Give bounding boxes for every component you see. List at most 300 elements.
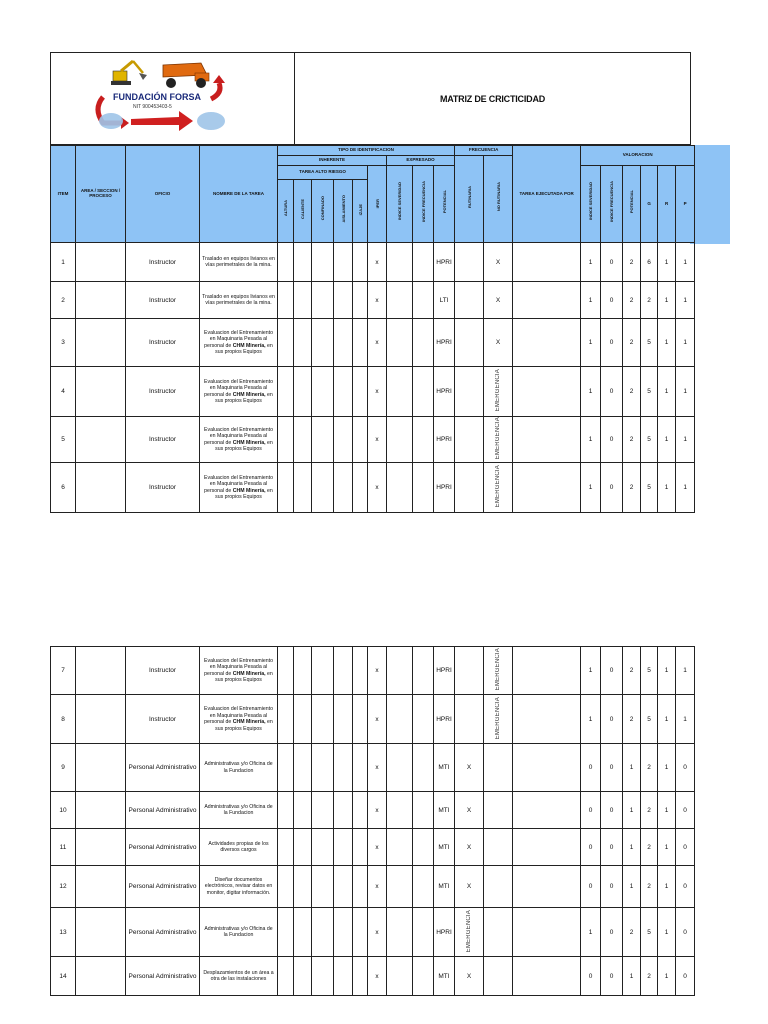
- row-area: [76, 647, 126, 695]
- row-potencial: MTI: [434, 957, 455, 996]
- col-frecuencia: FRECUENCIA: [455, 146, 513, 156]
- page-title: MATRIZ DE CRICTICIDAD: [295, 53, 691, 145]
- row-area: [76, 282, 126, 319]
- row-indice-severidad: [387, 957, 413, 996]
- row-no-rutinaria: [484, 367, 513, 417]
- col-indice-frecuencia: INDICE FRECUENCIA: [413, 166, 434, 243]
- valoracion-extension: [690, 145, 730, 244]
- row-oficio: Instructor: [126, 463, 200, 513]
- col-item: ITEM: [51, 146, 76, 243]
- row-ejecutada-por: [513, 866, 581, 908]
- row-tarea: Desplazamientos de un área a otra de las instalaciones: [200, 957, 278, 996]
- row-rutinaria: X: [455, 792, 484, 829]
- row-valoracion-1: 0: [601, 866, 623, 908]
- row-valoracion-0: 0: [581, 792, 601, 829]
- row-valoracion-3: 5: [641, 417, 658, 463]
- row-item: 11: [51, 829, 76, 866]
- row-indice-frecuencia: [413, 866, 434, 908]
- table-row: [51, 319, 695, 367]
- row-no-rutinaria: [484, 957, 513, 996]
- row-tarea: [200, 319, 278, 367]
- row-no-rutinaria: [484, 463, 513, 513]
- row-rutinaria: [455, 282, 484, 319]
- col-tipo: TIPO DE IDENTIFICACION: [278, 146, 455, 156]
- row-alto-riesgo-cell: [294, 829, 312, 866]
- row-alto-riesgo-cell: [353, 695, 368, 744]
- row-ejecutada-por: [513, 647, 581, 695]
- row-alto-riesgo-cell: [353, 647, 368, 695]
- row-item: 8: [51, 695, 76, 744]
- table-row: [51, 744, 695, 792]
- row-alto-riesgo-cell: [294, 647, 312, 695]
- table-row: [51, 908, 695, 957]
- row-indice-severidad: [387, 243, 413, 282]
- row-tarea: Administrativas y/o Oficina de la Fundacion: [200, 744, 278, 792]
- row-valoracion-4: 1: [658, 957, 676, 996]
- row-alto-riesgo-cell: [312, 829, 334, 866]
- row-valoracion-1: 0: [601, 695, 623, 744]
- row-area: [76, 463, 126, 513]
- row-valoracion-5: 1: [676, 367, 695, 417]
- tarea-pre: Evaluacion del Entrenamiento en Maquinaria Pesada al personal de: [204, 706, 273, 725]
- row-iper: x: [368, 647, 387, 695]
- row-item: 10: [51, 792, 76, 829]
- row-valoracion-1: 0: [601, 417, 623, 463]
- row-valoracion-2: 2: [623, 417, 641, 463]
- col-confinado: CONFINADO: [312, 180, 334, 243]
- tarea-pre: Evaluacion del Entrenamiento en Maquinaria Pesada al personal de: [204, 426, 273, 446]
- row-tarea: [200, 463, 278, 513]
- row-indice-severidad: [387, 792, 413, 829]
- row-alto-riesgo-cell: [353, 367, 368, 417]
- row-iper: x: [368, 866, 387, 908]
- row-valoracion-2: 2: [623, 463, 641, 513]
- table-row: [51, 792, 695, 829]
- row-alto-riesgo-cell: [294, 792, 312, 829]
- no-rutinaria-value: EMERGENCIA: [495, 465, 502, 508]
- row-valoracion-0: 0: [581, 829, 601, 866]
- row-no-rutinaria: [484, 647, 513, 695]
- row-alto-riesgo-cell: [353, 243, 368, 282]
- logo-name: FUNDACIÓN FORSA: [113, 92, 201, 102]
- row-valoracion-0: 1: [581, 647, 601, 695]
- row-potencial: MTI: [434, 829, 455, 866]
- row-indice-severidad: [387, 744, 413, 792]
- row-alto-riesgo-cell: [353, 792, 368, 829]
- row-ejecutada-por: [513, 417, 581, 463]
- row-tarea: Traslado en equipos livianos en vías perimetrales de la mina.: [200, 282, 278, 319]
- table-row: [51, 866, 695, 908]
- row-alto-riesgo-cell: [312, 792, 334, 829]
- row-potencial: HPRI: [434, 243, 455, 282]
- row-valoracion-4: 1: [658, 463, 676, 513]
- logo-nit: NIT 900453403-5: [133, 104, 172, 110]
- row-valoracion-2: 1: [623, 829, 641, 866]
- row-alto-riesgo-cell: [312, 908, 334, 957]
- row-iper: x: [368, 792, 387, 829]
- row-rutinaria: [455, 463, 484, 513]
- row-oficio: Personal Administrativo: [126, 866, 200, 908]
- row-alto-riesgo-cell: [294, 463, 312, 513]
- row-oficio: Instructor: [126, 367, 200, 417]
- row-valoracion-5: 1: [676, 647, 695, 695]
- row-valoracion-3: 2: [641, 792, 658, 829]
- row-indice-frecuencia: [413, 957, 434, 996]
- tarea-bold: CHM Minería,: [232, 719, 266, 725]
- excavator-icon: [111, 61, 147, 85]
- row-alto-riesgo-cell: [334, 695, 353, 744]
- row-alto-riesgo-cell: [294, 243, 312, 282]
- tarea-post: en sus propios Equipos: [215, 391, 273, 404]
- row-valoracion-5: 0: [676, 866, 695, 908]
- row-alto-riesgo-cell: [294, 957, 312, 996]
- row-alto-riesgo-cell: [294, 695, 312, 744]
- row-alto-riesgo-cell: [312, 866, 334, 908]
- no-rutinaria-value: EMERGENCIA: [495, 417, 502, 460]
- row-valoracion-5: 1: [676, 319, 695, 367]
- row-rutinaria: X: [455, 829, 484, 866]
- row-valoracion-3: 2: [641, 282, 658, 319]
- row-alto-riesgo-cell: [278, 282, 294, 319]
- col-altura: ALTURA: [278, 180, 294, 243]
- row-iper: x: [368, 744, 387, 792]
- dump-truck-icon: [163, 63, 209, 88]
- row-indice-severidad: [387, 417, 413, 463]
- row-tarea: [200, 417, 278, 463]
- col-v-severidad: INDICE SEVERIDAD: [581, 166, 601, 243]
- row-alto-riesgo-cell: [353, 866, 368, 908]
- row-valoracion-4: 1: [658, 744, 676, 792]
- row-iper: x: [368, 417, 387, 463]
- col-indice-severidad: INDICE SEVERIDAD: [387, 166, 413, 243]
- row-potencial: HPRI: [434, 695, 455, 744]
- row-valoracion-2: 2: [623, 908, 641, 957]
- row-alto-riesgo-cell: [353, 282, 368, 319]
- row-tarea: [200, 367, 278, 417]
- row-iper: x: [368, 243, 387, 282]
- row-potencial: MTI: [434, 792, 455, 829]
- tarea-post: en sus propios Equipos: [215, 342, 273, 355]
- row-alto-riesgo-cell: [353, 957, 368, 996]
- row-alto-riesgo-cell: [334, 829, 353, 866]
- row-valoracion-4: 1: [658, 243, 676, 282]
- row-alto-riesgo-cell: [278, 417, 294, 463]
- row-indice-frecuencia: [413, 282, 434, 319]
- row-no-rutinaria: [484, 792, 513, 829]
- row-valoracion-5: 1: [676, 695, 695, 744]
- row-valoracion-1: 0: [601, 908, 623, 957]
- row-valoracion-1: 0: [601, 957, 623, 996]
- tarea-post: en sus propios Equipos: [215, 719, 273, 732]
- table-row: [51, 957, 695, 996]
- row-ejecutada-por: [513, 792, 581, 829]
- table-body-2: [51, 647, 695, 996]
- row-alto-riesgo-cell: [353, 908, 368, 957]
- col-v-potencial: POTENCIAL: [623, 166, 641, 243]
- row-potencial: MTI: [434, 866, 455, 908]
- row-alto-riesgo-cell: [294, 744, 312, 792]
- row-item: 7: [51, 647, 76, 695]
- row-valoracion-4: 1: [658, 695, 676, 744]
- row-alto-riesgo-cell: [294, 417, 312, 463]
- row-potencial: HPRI: [434, 367, 455, 417]
- row-no-rutinaria: [484, 829, 513, 866]
- col-oficio: OFICIO: [126, 146, 200, 243]
- row-rutinaria: [455, 243, 484, 282]
- row-valoracion-0: 1: [581, 282, 601, 319]
- row-valoracion-1: 0: [601, 243, 623, 282]
- row-alto-riesgo-cell: [294, 866, 312, 908]
- row-iper: x: [368, 695, 387, 744]
- row-ejecutada-por: [513, 744, 581, 792]
- row-tarea: [200, 647, 278, 695]
- row-valoracion-5: 1: [676, 243, 695, 282]
- row-ejecutada-por: [513, 282, 581, 319]
- row-tarea: Traslado en equipos livianos en vías perimetrales de la mina.: [200, 243, 278, 282]
- row-no-rutinaria: [484, 744, 513, 792]
- tarea-bold: CHM Minería,: [232, 439, 266, 446]
- row-rutinaria: [455, 695, 484, 744]
- row-potencial: HPRI: [434, 417, 455, 463]
- table-row: [51, 417, 695, 463]
- row-valoracion-0: 1: [581, 463, 601, 513]
- row-alto-riesgo-cell: [353, 829, 368, 866]
- row-iper: x: [368, 367, 387, 417]
- row-valoracion-2: 2: [623, 282, 641, 319]
- row-area: [76, 792, 126, 829]
- row-valoracion-5: 0: [676, 792, 695, 829]
- row-alto-riesgo-cell: [278, 744, 294, 792]
- row-area: [76, 695, 126, 744]
- row-alto-riesgo-cell: [312, 282, 334, 319]
- row-valoracion-4: 1: [658, 417, 676, 463]
- row-valoracion-1: 0: [601, 792, 623, 829]
- row-no-rutinaria: X: [484, 243, 513, 282]
- row-valoracion-1: 0: [601, 367, 623, 417]
- row-indice-frecuencia: [413, 744, 434, 792]
- row-area: [76, 744, 126, 792]
- row-valoracion-3: 2: [641, 829, 658, 866]
- row-oficio: Personal Administrativo: [126, 792, 200, 829]
- row-indice-severidad: [387, 866, 413, 908]
- row-valoracion-1: 0: [601, 829, 623, 866]
- row-alto-riesgo-cell: [278, 463, 294, 513]
- row-no-rutinaria: [484, 695, 513, 744]
- row-alto-riesgo-cell: [312, 744, 334, 792]
- row-alto-riesgo-cell: [278, 647, 294, 695]
- row-iper: x: [368, 908, 387, 957]
- row-valoracion-3: 5: [641, 319, 658, 367]
- row-potencial: HPRI: [434, 908, 455, 957]
- row-valoracion-3: 6: [641, 243, 658, 282]
- row-rutinaria: [455, 908, 484, 957]
- row-alto-riesgo-cell: [353, 319, 368, 367]
- tarea-pre: Evaluacion del Entrenamiento en Maquinaria Pesada al personal de: [204, 474, 273, 494]
- table-row: [51, 647, 695, 695]
- row-valoracion-4: 1: [658, 908, 676, 957]
- row-alto-riesgo-cell: [334, 367, 353, 417]
- row-alto-riesgo-cell: [278, 957, 294, 996]
- row-alto-riesgo-cell: [334, 957, 353, 996]
- row-iper: x: [368, 319, 387, 367]
- row-oficio: Personal Administrativo: [126, 829, 200, 866]
- row-item: 9: [51, 744, 76, 792]
- row-valoracion-5: 0: [676, 908, 695, 957]
- criticality-matrix-table-1: [50, 145, 695, 513]
- row-item: 13: [51, 908, 76, 957]
- row-item: 14: [51, 957, 76, 996]
- col-ejecutada: TAREA EJECUTADA POR: [513, 146, 581, 243]
- row-iper: x: [368, 282, 387, 319]
- col-g: G: [641, 166, 658, 243]
- row-valoracion-5: 0: [676, 744, 695, 792]
- row-alto-riesgo-cell: [278, 319, 294, 367]
- row-valoracion-4: 1: [658, 367, 676, 417]
- row-valoracion-1: 0: [601, 744, 623, 792]
- no-rutinaria-value: EMERGENCIA: [495, 696, 501, 740]
- row-oficio: Personal Administrativo: [126, 744, 200, 792]
- row-valoracion-2: 1: [623, 744, 641, 792]
- col-rutinaria: RUTINARIA: [455, 156, 484, 243]
- row-alto-riesgo-cell: [312, 695, 334, 744]
- col-inherente: INHERENTE: [278, 156, 387, 166]
- col-caliente: CALIENTE: [294, 180, 312, 243]
- row-oficio: Instructor: [126, 417, 200, 463]
- row-alto-riesgo-cell: [334, 792, 353, 829]
- criticality-matrix-table-2: [50, 646, 695, 996]
- row-alto-riesgo-cell: [312, 319, 334, 367]
- row-alto-riesgo-cell: [334, 908, 353, 957]
- row-alto-riesgo-cell: [294, 282, 312, 319]
- row-tarea: Administrativas y/o Oficina de la Fundacion: [200, 792, 278, 829]
- rutinaria-value: EMERGENCIA: [466, 909, 472, 953]
- row-area: [76, 243, 126, 282]
- tarea-bold: CHM Minería,: [232, 487, 266, 494]
- row-area: [76, 367, 126, 417]
- tarea-pre: Evaluacion del Entrenamiento en Maquinaria Pesada al personal de: [204, 657, 273, 677]
- row-potencial: MTI: [434, 744, 455, 792]
- col-izaje: IZAJE: [353, 180, 368, 243]
- row-alto-riesgo-cell: [353, 417, 368, 463]
- row-valoracion-3: 2: [641, 744, 658, 792]
- row-rutinaria: [455, 647, 484, 695]
- row-valoracion-0: 1: [581, 243, 601, 282]
- row-oficio: Instructor: [126, 243, 200, 282]
- row-item: 2: [51, 282, 76, 319]
- col-no-rutinaria: NO RUTINARIA: [484, 156, 513, 243]
- row-valoracion-4: 1: [658, 792, 676, 829]
- table-row: [51, 282, 695, 319]
- row-alto-riesgo-cell: [294, 319, 312, 367]
- row-valoracion-3: 2: [641, 957, 658, 996]
- row-valoracion-4: 1: [658, 866, 676, 908]
- row-rutinaria: [455, 417, 484, 463]
- row-alto-riesgo-cell: [278, 367, 294, 417]
- row-alto-riesgo-cell: [278, 908, 294, 957]
- row-valoracion-0: 0: [581, 957, 601, 996]
- row-valoracion-1: 0: [601, 319, 623, 367]
- tarea-post: en sus propios Equipos: [215, 487, 273, 500]
- row-indice-severidad: [387, 282, 413, 319]
- row-ejecutada-por: [513, 367, 581, 417]
- row-indice-frecuencia: [413, 417, 434, 463]
- tarea-bold: CHM Minería,: [232, 670, 266, 677]
- col-iper: IPER: [368, 166, 387, 243]
- row-indice-severidad: [387, 908, 413, 957]
- tarea-pre: Evaluacion del Entrenamiento en Maquinaria Pesada al personal de: [204, 329, 273, 349]
- col-aislamiento: AISLAMIENTO: [334, 180, 353, 243]
- row-valoracion-5: 1: [676, 282, 695, 319]
- row-valoracion-2: 2: [623, 367, 641, 417]
- row-iper: x: [368, 829, 387, 866]
- tarea-bold: CHM Minería,: [232, 391, 266, 398]
- row-item: 5: [51, 417, 76, 463]
- col-r: R: [658, 166, 676, 243]
- row-alto-riesgo-cell: [334, 744, 353, 792]
- row-valoracion-2: 1: [623, 792, 641, 829]
- no-rutinaria-value: EMERGENCIA: [495, 369, 502, 412]
- row-alto-riesgo-cell: [294, 908, 312, 957]
- col-tarea-alto-riesgo: TAREA ALTO RIESGO: [278, 166, 368, 180]
- row-alto-riesgo-cell: [312, 957, 334, 996]
- row-alto-riesgo-cell: [312, 647, 334, 695]
- row-valoracion-3: 5: [641, 463, 658, 513]
- row-alto-riesgo-cell: [334, 866, 353, 908]
- table-body-1: [51, 243, 695, 513]
- row-area: [76, 417, 126, 463]
- row-rutinaria: X: [455, 866, 484, 908]
- row-valoracion-1: 0: [601, 463, 623, 513]
- row-alto-riesgo-cell: [312, 463, 334, 513]
- row-valoracion-2: 2: [623, 695, 641, 744]
- row-rutinaria: [455, 367, 484, 417]
- tarea-bold: CHM Minería,: [232, 342, 266, 349]
- row-indice-severidad: [387, 647, 413, 695]
- row-no-rutinaria: [484, 417, 513, 463]
- row-oficio: Instructor: [126, 695, 200, 744]
- row-valoracion-0: 1: [581, 319, 601, 367]
- tarea-pre: Evaluacion del Entrenamiento en Maquinaria Pesada al personal de: [204, 378, 273, 398]
- col-expresado: EXPRESADO: [387, 156, 455, 166]
- row-valoracion-0: 1: [581, 367, 601, 417]
- row-oficio: Personal Administrativo: [126, 957, 200, 996]
- logo-cell: [51, 53, 295, 145]
- no-rutinaria-value: EMERGENCIA: [495, 648, 501, 691]
- row-item: 4: [51, 367, 76, 417]
- row-ejecutada-por: [513, 829, 581, 866]
- col-v-frecuencia: INDICE FRECUENCIA: [601, 166, 623, 243]
- row-valoracion-3: 5: [641, 647, 658, 695]
- row-iper: x: [368, 463, 387, 513]
- row-alto-riesgo-cell: [312, 417, 334, 463]
- row-iper: x: [368, 957, 387, 996]
- row-alto-riesgo-cell: [312, 367, 334, 417]
- row-oficio: Personal Administrativo: [126, 908, 200, 957]
- table-row: [51, 367, 695, 417]
- row-valoracion-3: 5: [641, 695, 658, 744]
- col-p: P: [676, 166, 695, 243]
- table-row: [51, 243, 695, 282]
- row-indice-frecuencia: [413, 647, 434, 695]
- row-valoracion-5: 0: [676, 957, 695, 996]
- row-potencial: HPRI: [434, 319, 455, 367]
- row-indice-frecuencia: [413, 695, 434, 744]
- row-alto-riesgo-cell: [334, 647, 353, 695]
- row-tarea: Diseñar documentos electrónicos, revisar datos en monitor, digitar información.: [200, 866, 278, 908]
- row-rutinaria: X: [455, 744, 484, 792]
- row-potencial: HPRI: [434, 463, 455, 513]
- row-alto-riesgo-cell: [334, 282, 353, 319]
